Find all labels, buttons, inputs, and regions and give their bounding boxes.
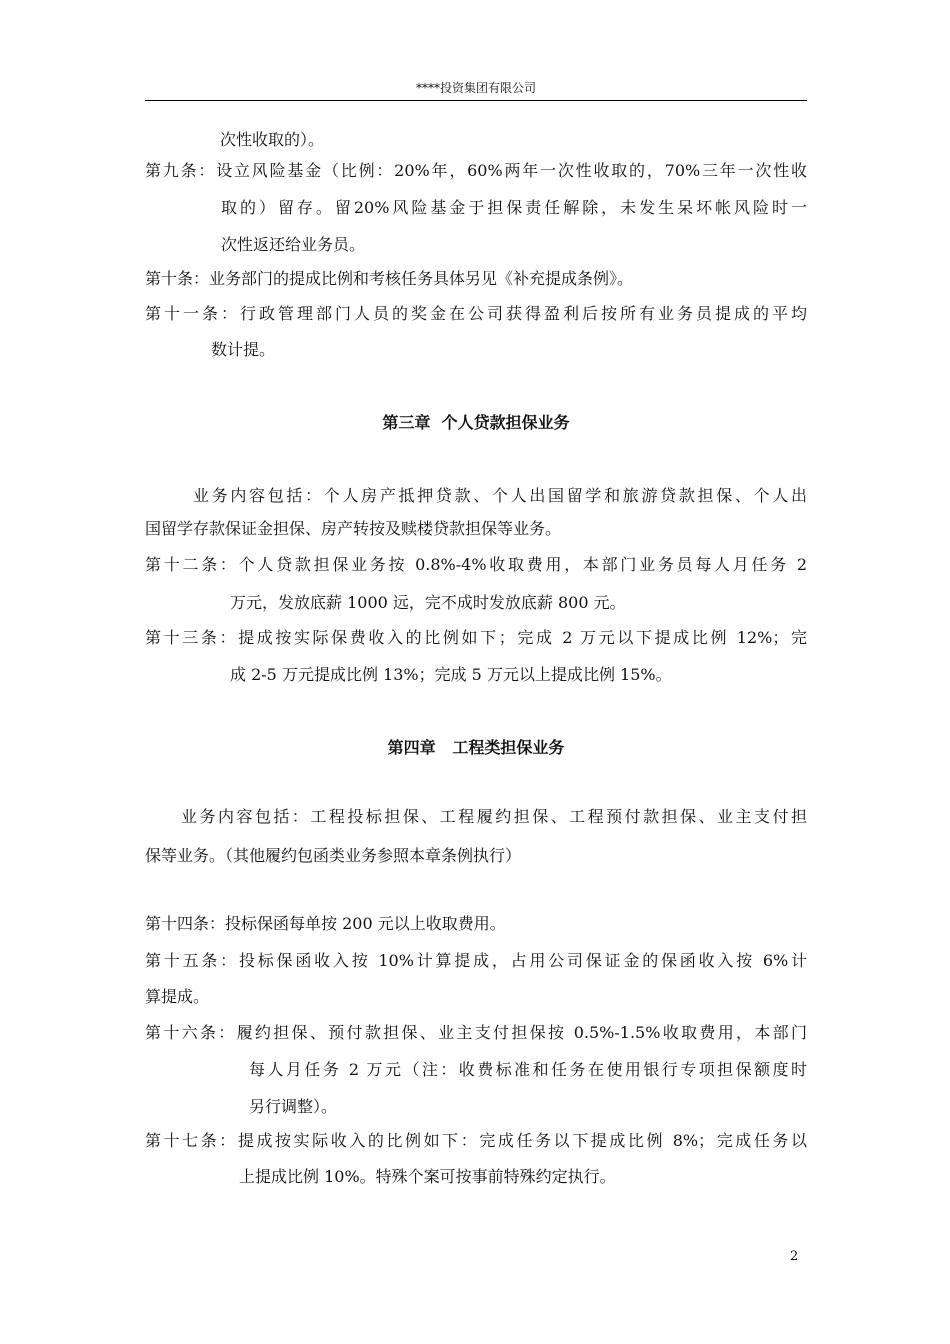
article-11: 第十一条：行政管理部门人员的奖金在公司获得盈利后按所有业务员提成的平均 <box>145 304 807 323</box>
article-13-cont: 成 2-5 万元提成比例 13%；完成 5 万元以上提成比例 15%。 <box>230 665 672 684</box>
chapter-4-intro-cont: 保等业务。（其他履约包函类业务参照本章条例执行） <box>145 846 522 865</box>
chapter-3-intro: 业务内容包括：个人房产抵押贷款、个人出国留学和旅游贷款担保、个人出 <box>193 486 807 505</box>
article-9-cont: 取的）留存。留20%风险基金于担保责任解除，未发生呆坏帐风险时一 <box>221 198 807 217</box>
article-9: 第九条：设立风险基金（比例：20%年，60%两年一次性收取的，70%三年一次性收 <box>145 161 807 180</box>
chapter-3-intro-cont: 国留学存款保证金担保、房产转按及赎楼贷款担保等业务。 <box>145 519 562 538</box>
article-9-cont: 次性返还给业务员。 <box>221 235 366 254</box>
text-line: 次性收取的）。 <box>220 130 325 149</box>
header-rule <box>145 100 807 101</box>
article-16: 第十六条：履约担保、预付款担保、业主支付担保按 0.5%-1.5%收取费用，本部门 <box>145 1023 807 1042</box>
article-15: 第十五条：投标保函收入按 10%计算提成，占用公司保证金的保函收入按 6%计 <box>145 951 807 970</box>
chapter-4-title: 第四章 工程类担保业务 <box>387 738 565 757</box>
page-header: ****投资集团有限公司 <box>415 81 536 95</box>
chapter-4-intro: 业务内容包括：工程投标担保、工程履约担保、工程预付款担保、业主支付担 <box>181 807 807 826</box>
article-13: 第十三条：提成按实际保费收入的比例如下；完成 2 万元以下提成比例 12%；完 <box>145 628 807 647</box>
page-number: 2 <box>790 1249 799 1264</box>
article-17: 第十七条：提成按实际收入的比例如下：完成任务以下提成比例 8%；完成任务以 <box>145 1131 807 1150</box>
article-17-cont: 上提成比例 10%。特殊个案可按事前特殊约定执行。 <box>239 1167 616 1186</box>
chapter-3-title: 第三章 个人贷款担保业务 <box>382 413 570 432</box>
article-10: 第十条：业务部门的提成比例和考核任务具体另见《补充提成条例》。 <box>145 269 634 288</box>
article-15-cont: 算提成。 <box>145 987 210 1006</box>
article-16-cont: 另行调整）。 <box>249 1097 338 1116</box>
article-12-cont: 万元，发放底薪 1000 远，完不成时发放底薪 800 元。 <box>230 593 626 612</box>
article-12: 第十二条：个人贷款担保业务按 0.8%-4%收取费用，本部门业务员每人月任务 2 <box>145 555 807 574</box>
article-14: 第十四条：投标保函每单按 200 元以上收取费用。 <box>145 914 506 933</box>
article-11-cont: 数计提。 <box>211 340 276 359</box>
article-16-cont: 每人月任务 2 万元（注：收费标准和任务在使用银行专项担保额度时 <box>249 1060 807 1079</box>
